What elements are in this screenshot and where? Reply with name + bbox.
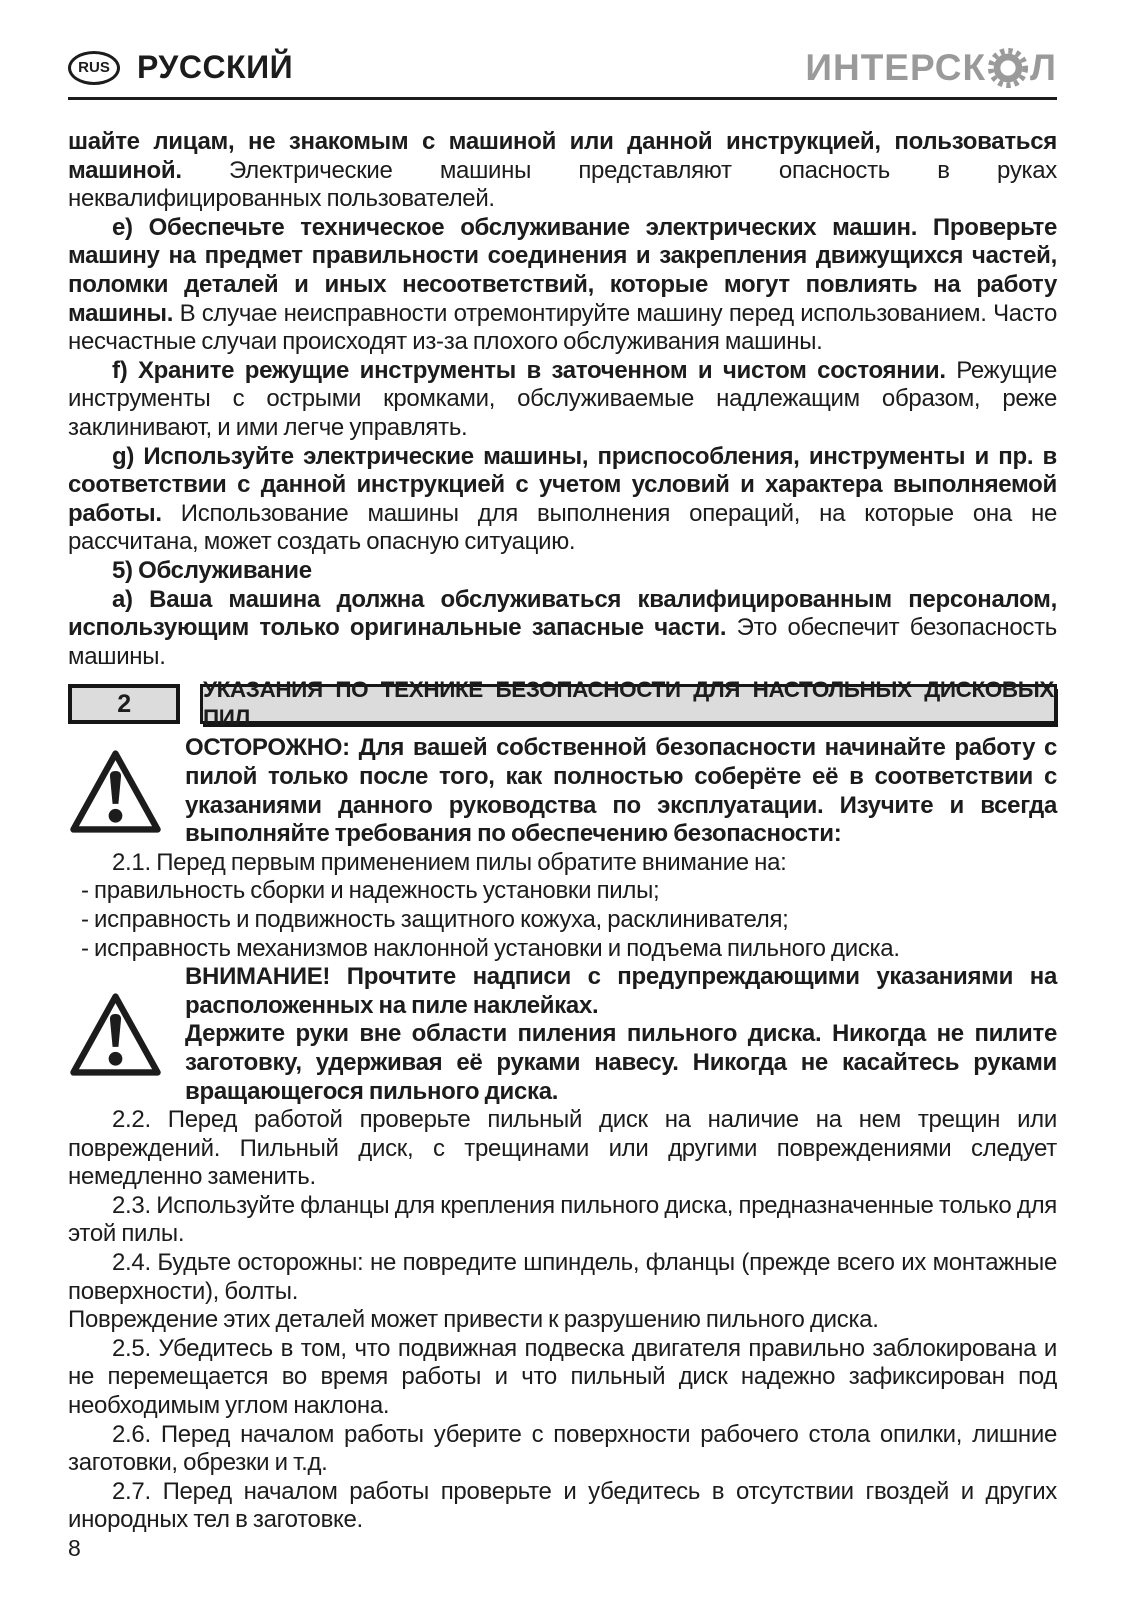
section-header [68, 676, 1057, 731]
header-left [68, 49, 293, 86]
paragraph-continuation: шайте лицам, не знакомым с машиной или данной инструкцией, пользоваться машиной. Электрические машины представляют опасность в руках неквалифицированных пользователей. [68, 128, 1057, 213]
paragraph-5-service: 5) Обслуживание [112, 557, 312, 584]
page-number: 8 [68, 1535, 81, 1561]
rule-2-3: 2.3. Используйте фланцы для крепления пильного диска, предназначенные только для этой пилы. [68, 1191, 1057, 1248]
rule-2-2: 2.2. Перед работой проверьте пильный диск на наличие на нем трещин или повреждений. Пильный диск, с трещинами или другими повреждениями следует немедленно заменить. [68, 1106, 1057, 1191]
logo-text-prefix: ИНТЕРСК [805, 46, 987, 88]
list-item: - исправность механизмов наклонной установки и подъема пильного диска. [81, 934, 900, 962]
section-number-box: 2 [68, 684, 180, 724]
paragraph-g: g) Используйте электрические машины, приспособления, инструменты и пр. в соответствии с данной инструкцией с учетом условий и характера выполняемой работы. Использование машины для выполнения операций, на которые она не рассчитана, может создать опасную ситуацию. [68, 442, 1057, 556]
page-body [68, 128, 1057, 1535]
paragraph-f: f) Храните режущие инструменты в заточенном и чистом состоянии. Режущие инструменты с острыми кромками, обслуживаемые надлежащим образом, реже заклинивают, и ими легче управлять. [68, 356, 1057, 442]
rule-2-7: 2.7. Перед началом работы проверьте и убедитесь в отсутствии гвоздей и других инородных тел в заготовке. [68, 1477, 1057, 1534]
page-header [68, 46, 1057, 90]
warning-triangle-icon [68, 990, 185, 1080]
list-item: - исправность и подвижность защитного кожуха, расклинивателя; [81, 905, 789, 933]
interskol-logo [805, 47, 1057, 89]
header-divider [68, 97, 1057, 100]
saw-blade-icon [986, 47, 1030, 89]
rule-2-1: 2.1. Перед первым применением пилы обратите внимание на: [112, 848, 787, 876]
rus-language-badge: RUS [68, 51, 120, 85]
warning-block-caution [68, 734, 1057, 848]
rule-2-5: 2.5. Убедитесь в том, что подвижная подвеска двигателя правильно заблокирована и не перемещается во время работы и что пильный диск надежно зафиксирован под необходимым углом наклона. [68, 1334, 1057, 1420]
page-footer [68, 1535, 1057, 1561]
attention-text: ВНИМАНИЕ! Прочтите надписи с предупреждающими указаниями на расположенных на пиле наклейках. Держите руки вне области пиления пильного диска. Никогда не пилите заготовку, удерживая её руками навесу. Никогда не касайтесь руками вращающегося пильного диска. [185, 963, 1057, 1105]
paragraph-a: а) Ваша машина должна обслуживаться квалифицированным персоналом, использующим только оригинальные запасные части. Это обеспечит безопасность машины. [68, 585, 1057, 670]
caution-text: ОСТОРОЖНО: Для вашей собственной безопасности начинайте работу с пилой только после того, как полностью соберёте её в соответствии с указаниями данного руководства по эксплуатации. Изучите и всегда выполняйте требования по обеспечению безопасности: [185, 734, 1057, 848]
logo-text-suffix: Л [1030, 46, 1057, 88]
paragraph-e: е) Обеспечьте техническое обслуживание электрических машин. Проверьте машину на предмет правильности соединения и закрепления движущихся частей, поломки деталей и иных несоответствий, которые могут повлиять на работу машины. В случае неисправности отремонтируйте машину перед использованием. Часто несчастные случаи происходят из-за плохого обслуживания машины. [68, 213, 1057, 356]
section-title-box: УКАЗАНИЯ ПО ТЕХНИКЕ БЕЗОПАСНОСТИ ДЛЯ НАСТОЛЬНЫХ ДИСКОВЫХ ПИЛ [200, 684, 1057, 724]
rule-2-4: 2.4. Будьте осторожны: не повредите шпиндель, фланцы (прежде всего их монтажные поверхности), болты. [68, 1249, 1057, 1305]
warning-triangle-icon [68, 747, 185, 837]
list-item: - правильность сборки и надежность установки пилы; [81, 877, 660, 905]
rule-2-4-note: Повреждение этих деталей может привести к разрушению пильного диска. [68, 1306, 879, 1334]
warning-block-attention [68, 963, 1057, 1106]
language-title: РУССКИЙ [137, 49, 294, 86]
rule-2-6: 2.6. Перед началом работы уберите с поверхности рабочего стола опилки, лишние заготовки, обрезки и т.д. [68, 1420, 1057, 1477]
